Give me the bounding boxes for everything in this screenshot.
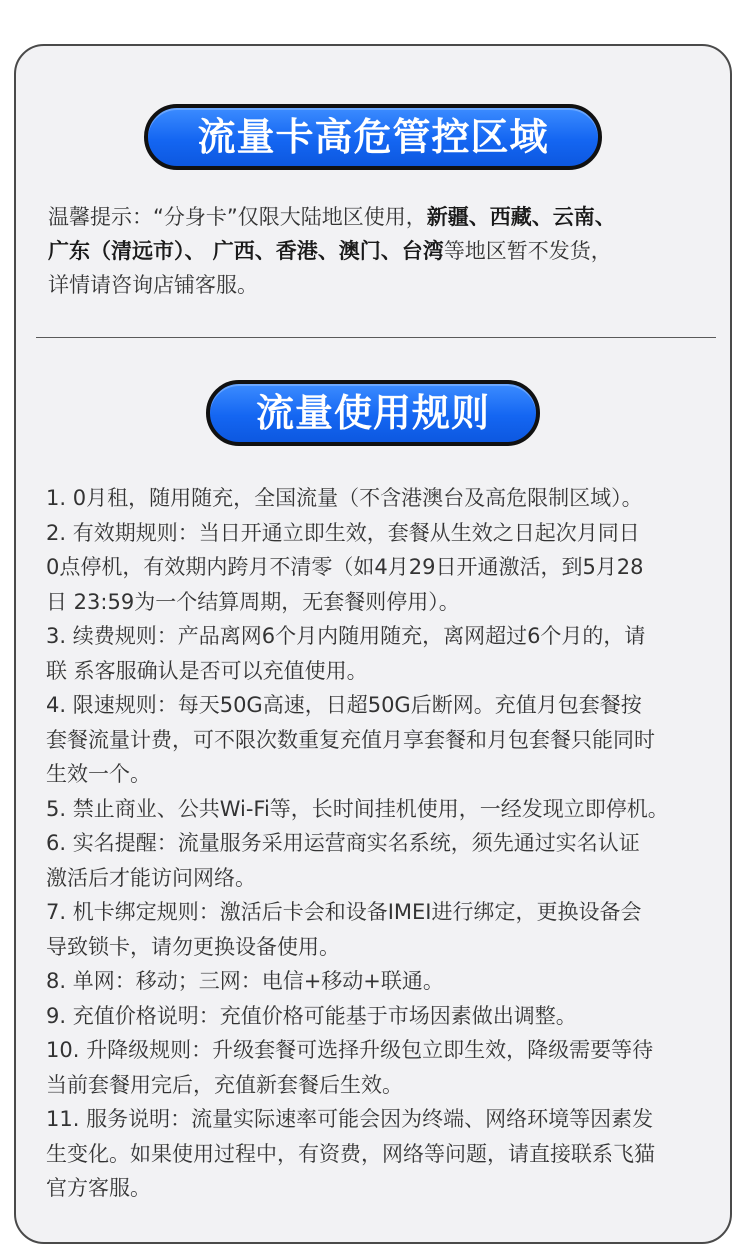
rule-item: 9. 充值价格说明：充值价格可能基于市场因素做出调整。 [46,1003,577,1028]
rule-item: 8. 单网：移动；三网：电信+移动+联通。 [46,969,444,993]
section-title-usage-rules: 流量使用规则 [206,380,540,446]
rule-item: 6. 实名提醒：流量服务采用运营商实名系统，须先通过实名认证 激活后才能访问网络。 [46,831,640,890]
notice-suffix: 等地区暂不发货， 详情请咨询店铺客服。 [48,239,612,297]
rule-item: 4. 限速规则：每天50G高速，日超50G后断网。充值月包套餐按 套餐流量计费，可不限次数重复充值月享套餐和月包套餐只能同时 生效一个。 [46,693,655,786]
rule-item: 1. 0月租，随用随充，全国流量（不含港澳台及高危限制区域）。 [46,486,643,510]
rule-item: 11. 服务说明：流量实际速率可能会因为终端、网络环境等因素发 生变化。如果使用过程中，有资费，网络等问题，请直接联系飞猫 官方客服。 [46,1107,655,1200]
section-title-high-risk-areas: 流量卡高危管控区域 [144,104,602,170]
rule-item: 3. 续费规则：产品离网6个月内随用随充，离网超过6个月的，请 联 系客服确认是否可以充值使用。 [46,624,646,683]
shipping-notice [48,200,708,302]
notice-prefix: 温馨提示：“分身卡”仅限大陆地区使用， [48,205,427,229]
section-divider [36,337,716,338]
rules-list [46,481,714,1206]
info-card [14,44,732,1244]
rule-item: 10. 升降级规则：升级套餐可选择升级包立即生效，降级需要等待 当前套餐用完后，充值新套餐后生效。 [46,1038,654,1097]
rule-item: 2. 有效期规则：当日开通立即生效，套餐从生效之日起次月同日 0点停机，有效期内跨月不清零（如4月29日开通激活，到5月28 日 23:59为一个结算周期，无套餐则停用）。 [46,520,644,614]
rule-item: 7. 机卡绑定规则：激活后卡会和设备IMEI进行绑定，更换设备会 导致锁卡，请勿更换设备使用。 [46,900,642,959]
rule-item: 5. 禁止商业、公共Wi-Fi等，长时间挂机使用，一经发现立即停机。 [46,796,669,821]
restricted-regions: 新疆、西藏、云南、 广东（清远市）、 广西、香港、澳门、台湾 [48,205,616,263]
